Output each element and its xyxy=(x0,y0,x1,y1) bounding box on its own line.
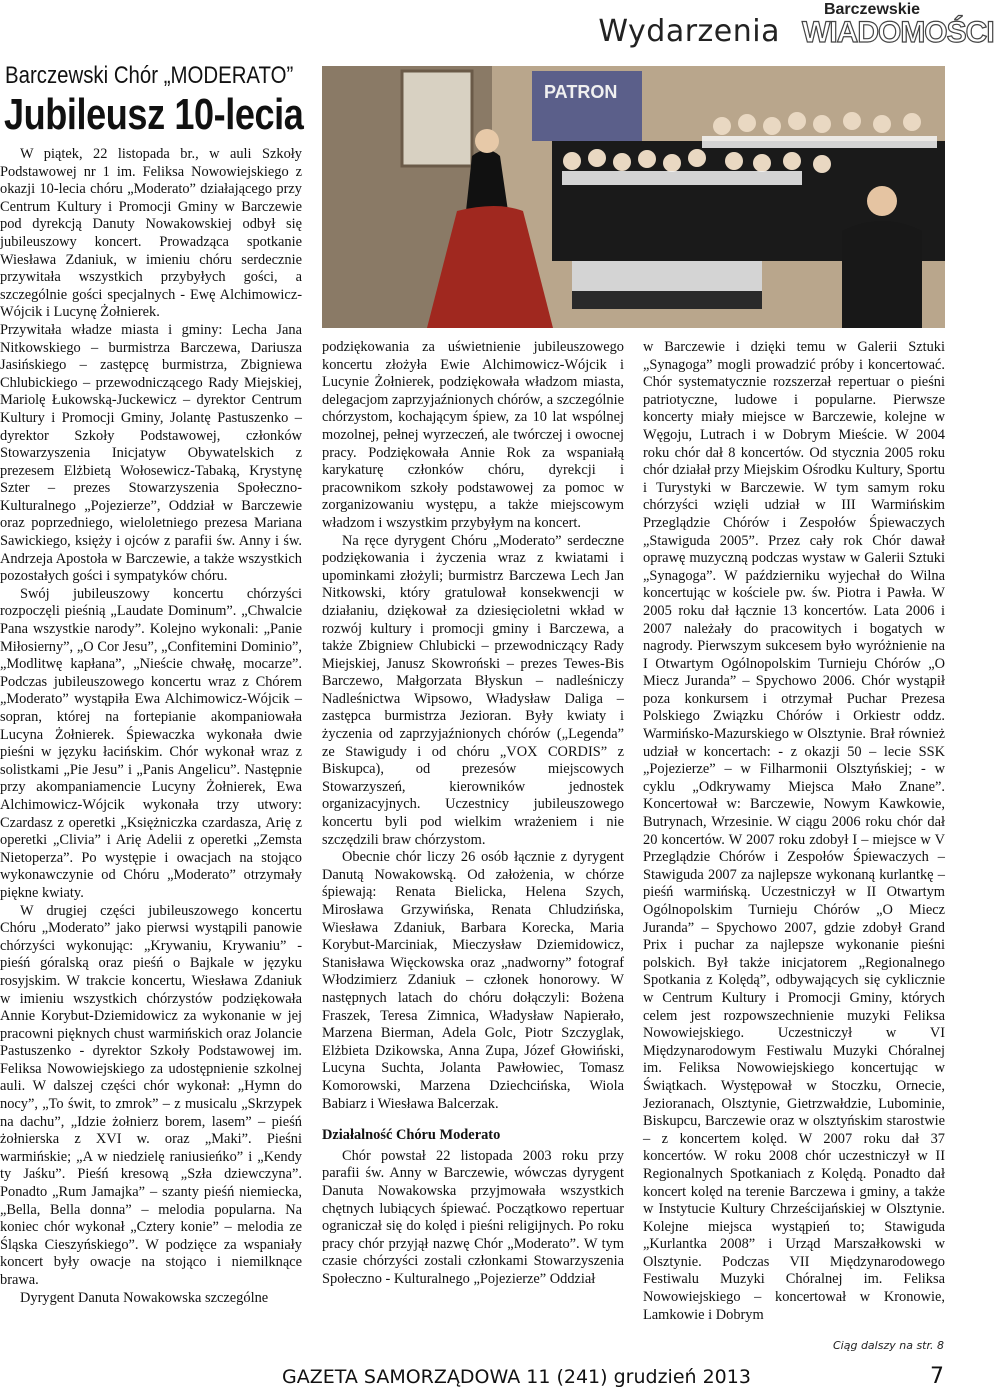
col1-paragraph: W drugiej części jubileuszowego koncertu Chóru „Moderato” jako pierwsi wystąpili panowie chórzyści wykonując: „Krywaniu, Krywaniu” - pieśń góralską oraz pieśń o Bajkale w języku rosyjskim. W trakcie koncertu, Wiesława Zdaniuk w imieniu wszystkich chórzystów podziękowała Annie Korybut-Dziemidowicz za wykonanie w jej pracowni pięknych chust warmińskich oraz Jolancie Pastuszenko - dyrektor Szkoły Podstawowej im. Feliksa Nowowiejskiego za udostępnienie szkolnej auli. W dalszej części chór wykonał: „Hymn do nocy”, „To świt, to zmrok” – z musicalu „Skrzypek na dachu”, „Idzie żołnierz borem, lasem” – pieśń żołnierska z XVI w. oraz „Maki”. Pieśni warmińskie; „A w niedzielę raniusieńko” i „Kendy ty Jaśku”. Pieśń kresową „Szła dziewczyna”. Ponadto „Rum Jamajka” – szanty pieśń niemiecka, „Bella, Bella donna” – melodia popularna. Na koniec chór wykonał „Cztery konie” – melodia ze Śląska Cieszyńskiego”. W podzięce za wspaniały koncert były owacje na stojąco i niemilknące brawa. xyxy=(0,902,302,1288)
choir-photo-illustration xyxy=(322,66,945,328)
article-kicker: Barczewski Chór „MODERATO” xyxy=(5,62,294,89)
article-column-2 xyxy=(322,339,624,1349)
col3-paragraph: w Barczewie i dzięki temu w Galerii Sztuki „Synagoga” mogli prowadzić próby i koncertować. Chór systematycznie rozszerzał repertuar o pieśni patriotyczne, ludowe i popularne. Pierwsze koncerty miały miejsce w Barczewie, kolejne w Węgoju, Lutrach i w Dobrym Mieście. W 2004 roku chór dał 8 koncertów. Od stycznia 2005 roku chór działał przy Miejskim Ośrodku Kultury, Sportu i Turystyki w Barczewie. W tym samym roku chórzyści wzięli udział w III Warmińskim Przeglądzie Chórów i Zespołów Śpiewaczych „Stawiguda 2005”. Przez cały rok Chór dawał oprawę muzyczną podczas wystaw w Galerii Sztuki „Synagoga”. W październiku wyjechał do Wilna koncertując w kościele pw. św. Piotra i Pawła. W 2005 roku dał łącznie 13 koncertów. Lata 2006 i 2007 należały do pracowitych i bogatych w nagrody. Pierwszym sukcesem było wyróżnienie na I Otwartym Ogólnopolskim Turnieju Chórów „O Miecz Juranda” – Spychowo 2006. Chór wystąpił poza konkursem i otrzymał Puchar Prezesa Polskiego Związku Chórów i Orkiestr oddz. Warmińsko-Mazurskiego w Olsztynie. Brał również udział w koncertach: - z okazji 50 – lecie SSK „Pojezierze” – w Filharmonii Olsztyńskiej; - w cyklu „Odkrywamy Miejsca Mało Znane”. Koncertował w: Barczewie, Nowym Kawkowie, Butrynach, Wrzesinie. W ciągu 2006 roku chór dał 20 koncertów. W 2007 roku zdobył I – miejsce w V Przeglądzie Chórów i Zespołów Śpiewaczych – Stawiguda 2007 za najlepsze wykonaną kurlantkę – pieśń warmińską. Uczestniczył w II Otwartym Ogólnopolskim Turnieju Chórów „O Miecz Juranda” – Spychowo 2007, gdzie zdobył Grand Prix i puchar za najlepsze wykonanie pieśni polskich. Był także inicjatorem „Regionalnego Spotkania z Kolędą”, odbywających się cyklicznie w Centrum Kultury i Promocji Gminy, których celem jest rozpowszechnienie muzyki Feliksa Nowowiejskiego. Uczestniczył w VI Międzynarodowym Festiwalu Muzyki Chóralnej im. Feliksa Nowowiejskiego koncertując w Świątkach. Występował w Stoczku, Ornecie, Jezioranach, Olsztynie, Gietrzwałdzie, Lubominie, Biskupcu, Barczewie oraz w olsztyńskim starostwie – z koncertem kolęd. W 2007 roku dał 37 koncertów. W roku 2008 chór uczestniczył w II Regionalnych Spotkaniach z Kolędą. Ponadto dał koncert kolęd na terenie Barczewa i gminy, a także w Instytucie Kultury Chrześcijańskiej w Olsztynie. Kolejne miejsca wystąpień to; Stawiguda „Kurlantka 2008” i Urząd Marszałkowski w Olsztynie. Podczas VII Międzynarodowego Festiwalu Muzyki Chóralnej im. Feliksa Nowowiejskiego – koncertował w Kronowie, Lamkowie i Dobrym xyxy=(643,339,945,1323)
col1-paragraph: W piątek, 22 listopada br., w auli Szkoły Podstawowej nr 1 im. Feliksa Nowowiejskiego z okazji 10-lecia chóru „Moderato” działającego przy Centrum Kultury i Promocji Gminy w Barczewie pod dyrekcją Danuty Nowakowskiej odbył się jubileuszowy koncert. Prowadząca spotkanie Wiesława Zdaniuk, w imieniu chóru serdecznie przywitała wszystkich przybyłych gości, a szczególnie gości specjalnych - Ewę Alchimowicz-Wójcik i Lucynę Żołnierek. xyxy=(0,146,302,321)
continued-note: Ciąg dalszy na str. 8 xyxy=(832,1339,944,1352)
article-headline: Jubileusz 10-lecia xyxy=(4,90,304,139)
col1-paragraph: Swój jubileuszowy koncertu chórzyści rozpoczęli pieśnią „Laudate Dominum”. „Chwalcie Pana wszystkie narody”. Kolejno wykonali: „Panie Miłosierny”, „O Cor Jesu”, „Confitemini Dominio”, „Modlitwę kapłana”, „Nieście chwałę, mocarze”. Podczas jubileuszowego koncertu wraz z Chórem „Moderato” wystąpiła Ewa Alchimowicz-Wójcik – sopran, której na fortepianie akompaniowała Lucyna Żołnierek. Śpiewaczka wykonała dwie pieśni w języku łacińskim. Chór wykonał wraz z solistkami „Pie Jesu” i „Panis Angelicu”. Następnie przy akompaniamencie Lucyny Żołnierek, Ewa Alchimowicz-Wójcik wykonała trzy utwory: Czardasz z operetki „Księżniczka czardasza, Arię z operetki „Clivia” i Arię Adelii z operetki „Zemsta Nietoperza”. Po występie i owacjach na stojąco wykonawczynie od Chóru „Moderato” otrzymały piękne kwiaty. xyxy=(0,585,302,901)
col1-paragraph: Przywitała władze miasta i gminy: Lecha Jana Nitkowskiego – burmistrza Barczewa, Dariusza Jasińskiego – zastępcę burmistrza, Zbigniewa Chlubickiego – przewodniczącego Rady Miejskiej, Mariolę Łukowską-Juckewicz – dyrektor Centrum Kultury i Promocji Gminy, Jolantę Pastuszenko – dyrektor Szkoły Podstawowej, członków Stowarzyszenia Inicjatyw Obywatelskich z prezesem Elżbietą Wołosewicz-Tabaką, Krystynę Szter – prezes Stowarzyszenia Społeczno-Kulturalnego „Pojezierze”, Oddział w Barczewie oraz poprzedniego, wieloletniego prezesa Mariana Sawickiego, księży i ojców z parafii św. Anny i św. Andrzeja Apostoła w Barczewie, a także wszystkich pozostałych gości i sympatyków chóru. xyxy=(0,321,302,585)
section-title: Wydarzenia xyxy=(598,14,780,49)
col2-paragraph: Obecnie chór liczy 26 osób łącznie z dyrygent Danutą Nowakowską. Od założenia, w chórze śpiewają: Renata Bielicka, Helena Szych, Mirosława Grzywińska, Renata Chludzińska, Wiesława Zdaniuk, Barbara Korecka, Maria Korybut-Marciniak, Mieczysław Dziemidowicz, Stanisława Więckowska oraz „nadworny” fotograf Włodzimierz Zdaniuk – członek honorowy. W następnych latach do chóru dołączyli: Bożena Fraszek, Teresa Zimnica, Władysław Napierało, Marzena Bierman, Adela Golc, Piotr Szczyglak, Elżbieta Dzikowska, Anna Zupa, Józef Głowiński, Lucyna Suchta, Jolanta Pawłowiec, Tomasz Komorowski, Marzena Dziechcińska, Wiola Babiarz i Wiesława Balcerzak. xyxy=(322,849,624,1112)
article-column-3 xyxy=(643,339,945,1349)
choir-photo xyxy=(322,66,945,328)
col2-paragraph: Chór powstał 22 listopada 2003 roku przy parafii św. Anny w Barczewie, wówczas dyrygent Danuta Nowakowska przyjmowała wszystkich chętnych lubiących śpiewać. Początkowo repertuar ograniczał się do kolęd i pieśni religijnych. Po roku pracy chór przyjął nazwę Chór „Moderato”. W tym czasie chórzyści zostali członkami Stowarzyszenia Społeczno - Kulturalnego „Pojezierze” Oddział xyxy=(322,1147,624,1287)
brand-logo-bottom: WIADOMOŚCI xyxy=(802,16,994,49)
article-column-1 xyxy=(0,146,302,1346)
col2-paragraph: Na ręce dyrygent Chóru „Moderato” serdeczne podziękowania i życzenia wraz z kwiatami i upominkami złożyli; burmistrz Barczewa Lech Jan Nitkowski, który gratulował konsekwencji w działaniu, dziękował za dziesięcioletni wkład w rozwój kultury i promocji gminy i Barczewa, a także Zbigniew Chlubicki – przewodniczący Rady Miejskiej, Janusz Skowroński – prezes Tewes-Bis Barczewo, Małgorzata Błyskun – nadleśniczy Nadleśnictwa Wipsowo, Władysław Daliga – zastępca burmistrza Jezioran. Były kwiaty i życzenia od zaprzyjaźnionych chórów („Legenda” ze Stawigudy i od chóru „VOX CORDIS” z Biskupca), od prezesów miejscowych Stowarzyszeń, kierowników jednostek organizacyjnych. Uczestnicy jubileuszowego koncertu byli pod wielkim wrażeniem i nie szczędzili braw chórzystom. xyxy=(322,532,624,848)
col2-paragraph: podziękowania za uświetnienie jubileuszowego koncertu złożyła Ewie Alchimowicz-Wójcik i Lucynie Żołnierek, podziękowała władzom miasta, delegacjom zaprzyjaźnionych chórów, a szczególnie chórzystom, kochającym śpiew, za 10 lat wspólnej mozolnej, pełnej wyrzeczeń, ale twórczej i owocnej pracy. Podziękowała Annie Rok za wspaniałą karykaturę członków chóru, dyrekcji i pracownikom szkoły podstawowej za pomoc w zorganizowaniu występu, a także miejscowym władzom i wszystkim przybyłym na koncert. xyxy=(322,339,624,531)
brand-logo xyxy=(802,1,994,49)
section-heading: Działalność Chóru Moderato xyxy=(322,1127,501,1144)
photo-banner-text: PATRON xyxy=(544,82,618,102)
page-header xyxy=(0,0,994,56)
col1-paragraph: Dyrygent Danuta Nowakowska szczególne xyxy=(20,1289,269,1306)
page-footer xyxy=(0,1365,960,1395)
publication-info: GAZETA SAMORZĄDOWA 11 (241) grudzień 2013 xyxy=(282,1366,751,1388)
page-number: 7 xyxy=(930,1364,944,1389)
brand-logo-top: Barczewskie xyxy=(823,1,921,18)
